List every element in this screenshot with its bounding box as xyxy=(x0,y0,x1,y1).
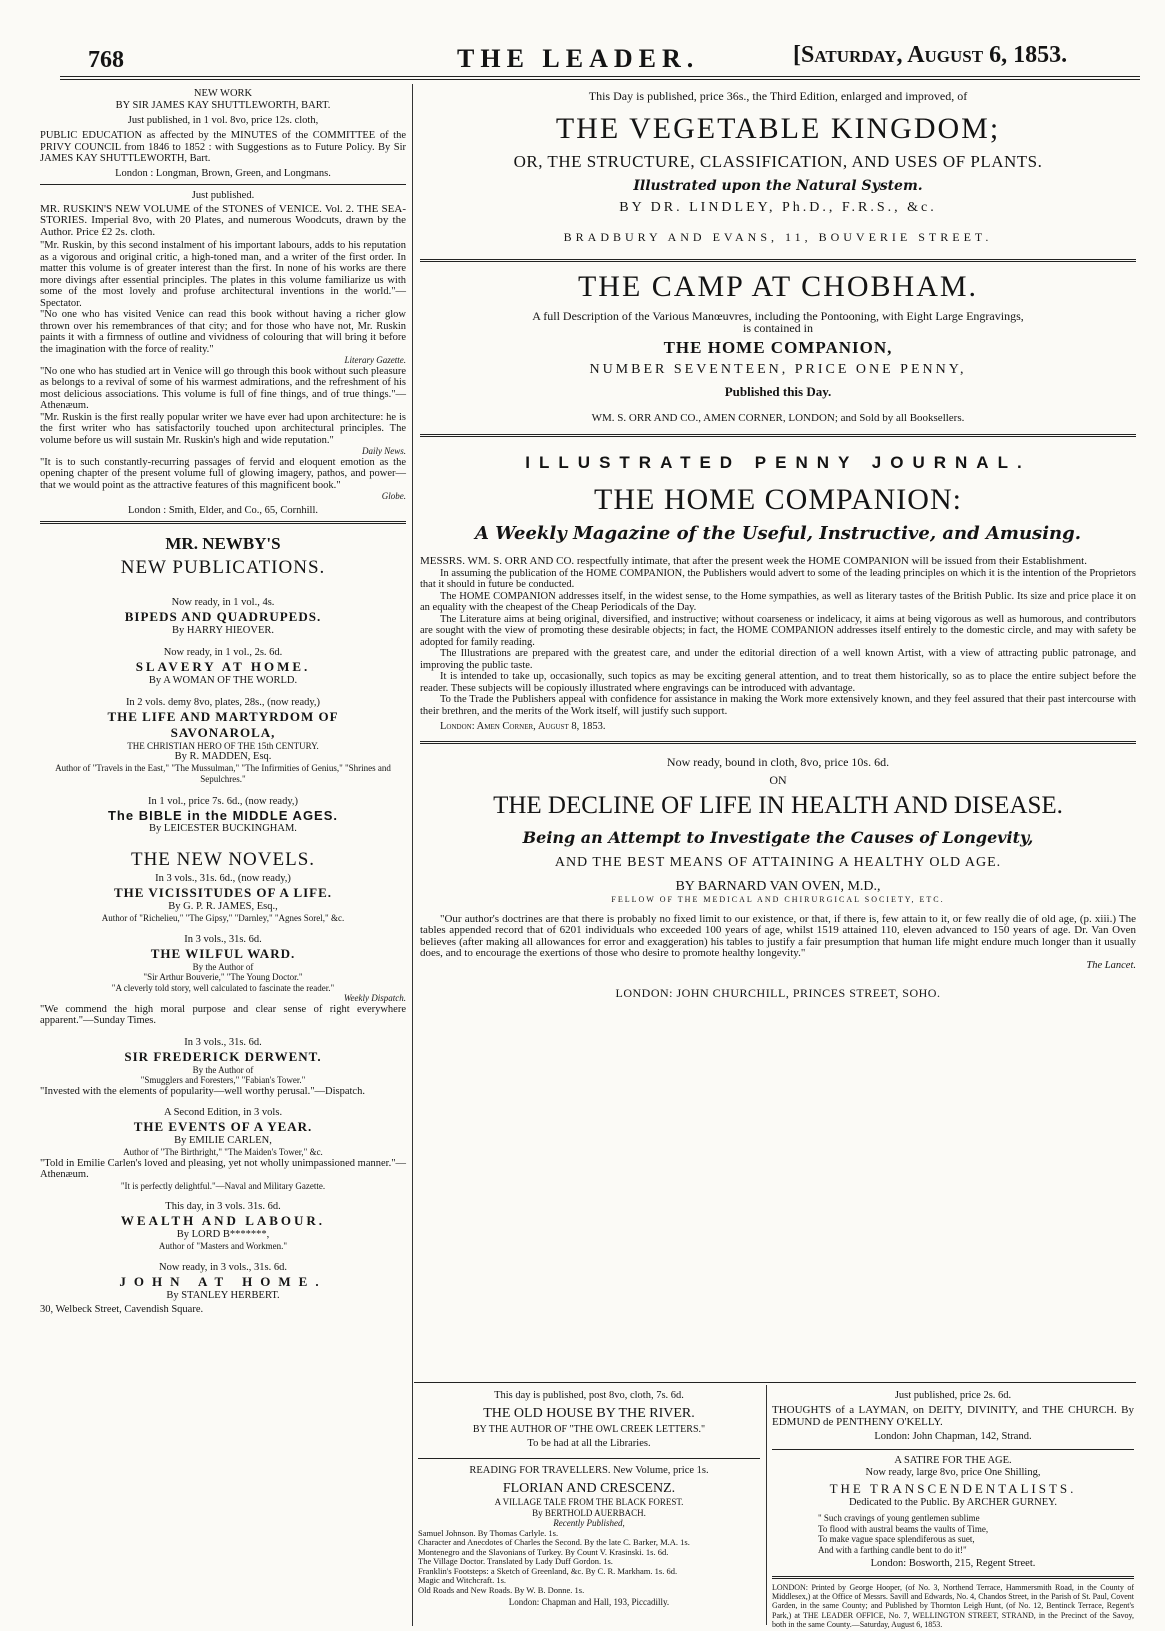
verse xyxy=(772,1513,1134,1555)
book-title: THE TRANSCENDENTALISTS. xyxy=(829,1481,1077,1496)
publish-line: This day is published, post 8vo, cloth, 7s. 6d. xyxy=(494,1390,684,1401)
list-item: Old Roads and New Roads. By W. B. Donne. 1s. xyxy=(418,1584,585,1595)
hc-paragraph: In assuming the publication of the HOME COMPANION, the Publishers would advert to some of the leading principles on which it is the intention of the Proprietors that it should in future be conducted. xyxy=(420,567,1136,590)
bottom-right-subcolumn xyxy=(772,1390,1134,1629)
left-column xyxy=(40,88,406,1316)
divider xyxy=(418,1458,760,1459)
book-title: MR. RUSKIN'S NEW VOLUME of the STONES of VENICE. Vol. 2. THE SEA-STORIES. Imperial 8vo, with 20 Plates, and numerous Woodcuts, drawn by the Author. Price £2 2s. cloth. xyxy=(40,202,406,238)
author-fellowship: FELLOW OF THE MEDICAL AND CHIRURGICAL SOCIETY, ETC. xyxy=(611,895,945,904)
masthead-rule xyxy=(60,76,1140,80)
publisher: LONDON: JOHN CHURCHILL, PRINCES STREET, SOHO. xyxy=(615,985,941,1000)
book-line: In 3 vols., 31s. 6d. xyxy=(184,933,262,945)
book-title: JOHN AT HOME. xyxy=(119,1273,327,1289)
divider xyxy=(772,1449,1134,1450)
book-author: BY BARNARD VAN OVEN, M.D., xyxy=(675,879,881,894)
book-author: By LEICESTER BUCKINGHAM. xyxy=(149,823,297,834)
review-quote: "No one who has visited Venice can read this book without having a richer glow thrown over his remembrances of that city; and for those who have not, Mr. Ruskin paints it with a firmness of outline and vividness of colouring that will bring it before the imagination with the force of reality." xyxy=(40,309,406,355)
series-line: READING FOR TRAVELLERS. New Volume, price 1s. xyxy=(469,1465,709,1476)
divider xyxy=(40,184,406,185)
right-column xyxy=(420,90,1136,1001)
book-note: Author of "Travels in the East," "The Mussulman," "The Infirmities of Genius," "Shrines and Sepulchres." xyxy=(55,763,391,784)
review-quote: "It is to such constantly-recurring passages of fervid and eloquent emotion as the opening chapter of the present volume full of glowing imagery, pathos, and power—that we would point as the attractive features of this magnificent book." xyxy=(40,456,406,491)
publish-line: This Day is published, price 36s., the Third Edition, enlarged and improved, of xyxy=(588,89,968,103)
book-author: By the Author of xyxy=(192,1064,254,1075)
list-item: Magic and Witchcraft. 1s. xyxy=(418,1575,507,1585)
publisher: WM. S. ORR AND CO., AMEN CORNER, LONDON; and Sold by all Booksellers. xyxy=(591,412,965,424)
publisher: London: Bosworth, 215, Regent Street. xyxy=(870,1558,1036,1569)
review-source: Literary Gazette. xyxy=(344,355,406,365)
publish-line: Now ready, bound in cloth, 8vo, price 10s. 6d. xyxy=(666,755,890,769)
publisher: London: John Chapman, 142, Strand. xyxy=(874,1431,1032,1442)
review-source: Weekly Dispatch. xyxy=(343,993,406,1003)
book-line: Now ready, in 1 vol., 4s. xyxy=(171,596,275,608)
hc-subtitle: A Weekly Magazine of the Useful, Instructive, and Amusing. xyxy=(475,523,1081,544)
florian-ad xyxy=(418,1465,760,1608)
divider xyxy=(420,741,1136,744)
book-line: In 2 vols. demy 8vo, plates, 28s., (now ready,) xyxy=(125,696,321,708)
ipj-heading: ILLUSTRATED PENNY JOURNAL. xyxy=(525,453,1031,472)
availability: To be had at all the Libraries. xyxy=(527,1438,651,1449)
divider xyxy=(40,521,406,524)
review-quote: "Our author's doctrines are that there is probably no fixed limit to our existence, or that, if there is, few attain to it, or few really die of old age, (p. xiii.) The tables appended record that of 6201 individuals who exceeded 100 years of age, whilst 1519 attained 110, eleven advanced to 150 years of age. Dr. Van Oven believes (after making all allowances for error and exaggeration) his tables to justify a fair presumption that human life might endure much longer than it usually does, and to encourage the exertions of those who desire to promote healthy longevity." xyxy=(420,912,1136,959)
address: 30, Welbeck Street, Cavendish Square. xyxy=(40,1303,204,1315)
decline-of-life-ad xyxy=(420,756,1136,1001)
hc-signoff: London: Amen Corner, August 8, 1853. xyxy=(440,721,606,732)
book-subtitle: Being an Attempt to Investigate the Causes of Longevity, xyxy=(522,828,1034,847)
review-quote: "No one who has studied art in Venice will go through this book without such pleasure as belongs to a revival of some of his warmest admirations, and the refreshment of his most delicious associations. This volume is full of fine things, and of true things."—Athenæum. xyxy=(40,365,406,411)
book-line: A Second Edition, in 3 vols. xyxy=(163,1107,283,1118)
review-quote: "Told in Emilie Carlen's loved and pleasing, yet not wholly unimpassioned manner."—Athenæum. xyxy=(40,1157,406,1180)
book-line: Now ready, in 3 vols., 31s. 6d. xyxy=(159,1261,287,1273)
review-source: Daily News. xyxy=(362,446,406,456)
dedication: Dedicated to the Public. By ARCHER GURNEY. xyxy=(848,1497,1058,1508)
home-companion-ad xyxy=(420,453,1136,733)
book-title: BIPEDS AND QUADRUPEDS. xyxy=(124,608,322,624)
book-title: The BIBLE in the MIDDLE AGES. xyxy=(107,808,339,823)
hc-paragraph: The HOME COMPANION addresses itself, in the widest sense, to the Home sympathies, as well as literary tastes of the British Public. Its size and price place it on an equality with the cheapest of the Cheap Periodicals of the Day. xyxy=(420,590,1136,613)
book-author: BY DR. LINDLEY, Ph.D., F.R.S., &c. xyxy=(619,200,937,215)
publish-line: Just published, in 1 vol. 8vo, price 12s. cloth, xyxy=(127,115,319,126)
book-title: FLORIAN AND CRESCENZ. xyxy=(502,1481,676,1496)
list-item: Montenegro and the Slavonians of Turkey. By Count V. Krasinski. 1s. 6d. xyxy=(418,1546,669,1557)
book-title: THE VEGETABLE KINGDOM; xyxy=(555,112,1001,145)
author-line: BY SIR JAMES KAY SHUTTLEWORTH, BART. xyxy=(115,100,331,111)
book-note: "Sir Arthur Bouverie," "The Young Doctor." xyxy=(143,972,303,982)
book-title: PUBLIC EDUCATION as affected by the MINUTES of the COMMITTEE of the PRIVY COUNCIL from 1846 to 1852 : with Suggestions as to Future Policy. By Sir JAMES KAY SHUTTLEWORTH, Bart. xyxy=(40,130,406,164)
hc-paragraph: The Illustrations are prepared with the greatest care, and under the editorial direction of a well known Artist, with a view of attracting public patronage, and improving the public taste. xyxy=(420,648,1136,671)
just-published: Just published. xyxy=(191,189,255,201)
camp-desc: A full Description of the Various Manœuvres, including the Pontooning, with Eight Large Engravings, xyxy=(532,309,1024,323)
hc-title: THE HOME COMPANION: xyxy=(594,483,962,516)
hc-paragraph xyxy=(420,556,1136,568)
on-word: ON xyxy=(769,773,787,787)
divider xyxy=(772,1576,1134,1579)
hc-p1: MESSRS. WM. S. ORR AND CO. respectfully intimate, that after the present week the HOME COMPANION will be issued from their Establishment. xyxy=(420,555,1087,567)
newby-subheading: NEW PUBLICATIONS. xyxy=(120,556,326,578)
page-number: 768 xyxy=(88,47,124,73)
heading: NEW WORK xyxy=(193,88,253,99)
camp-chobham-ad xyxy=(420,270,1136,424)
book-author: BY THE AUTHOR OF "THE OWL CREEK LETTERS." xyxy=(472,1424,706,1435)
book-title: THOUGHTS of a LAYMAN, on DEITY, DIVINITY, and THE CHURCH. By EDMUND de PENTHENY O'KELLY. xyxy=(772,1404,1134,1428)
book-title: THE EVENTS OF A YEAR. xyxy=(133,1119,313,1134)
novels-heading: THE NEW NOVELS. xyxy=(130,849,316,870)
publisher: BRADBURY AND EVANS, 11, BOUVERIE STREET. xyxy=(563,230,993,244)
divider xyxy=(420,259,1136,262)
book-author: By EMILIE CARLEN, xyxy=(174,1135,272,1146)
verse-line: To flood with austral beams the vaults of Time, xyxy=(818,1523,989,1534)
hc-paragraph: The Literature aims at being original, diversified, and instructive; without coarseness or indelicacy, it aims at being vigorous as well as humorous, and contributors are sought with the view of promoting these desirable objects; in fact, the HOME COMPANION addresses itself entirely to the domestic circle, and may with safety be adopted for family reading. xyxy=(420,613,1136,648)
transcendentalists-ad xyxy=(772,1455,1134,1570)
masthead-date: [Saturday, August 6, 1853. xyxy=(793,42,1068,68)
bottom-left-subcolumn xyxy=(418,1390,760,1608)
recent-heading: Recently Published, xyxy=(553,1518,625,1528)
camp-title: THE CAMP AT CHOBHAM. xyxy=(577,270,979,303)
shuttleworth-ad xyxy=(40,88,406,180)
camp-desc: is contained in xyxy=(743,321,813,335)
list-item: Samuel Johnson. By Thomas Carlyle. 1s. xyxy=(418,1527,559,1538)
book-subtitle: A VILLAGE TALE FROM THE BLACK FOREST. xyxy=(494,1497,684,1507)
publish-line: Now ready, large 8vo, price One Shilling, xyxy=(865,1467,1041,1478)
book-line: In 1 vol., price 7s. 6d., (now ready,) xyxy=(147,796,299,807)
book-illustrated: Illustrated upon the Natural System. xyxy=(633,178,923,194)
book-author: By BERTHOLD AUERBACH. xyxy=(532,1507,646,1518)
published-line: Published this Day. xyxy=(724,384,832,399)
book-title: THE WILFUL WARD. xyxy=(150,945,296,961)
list-item: Character and Anecdotes of Charles the Second. By the late C. Barker, M.A. 1s. xyxy=(418,1537,690,1547)
divider xyxy=(420,434,1136,437)
book-subtitle: THE CHRISTIAN HERO OF THE 15th CENTURY. xyxy=(127,740,319,751)
book-note: Author of "The Birthright," "The Maiden's Tower," &c. xyxy=(123,1147,323,1157)
ruskin-ad xyxy=(40,190,406,517)
review-quote: "Mr. Ruskin is the first really popular writer we have ever had upon architecture: he is the first writer who has satisfactorily touched upon architectural principles. The volume before us will sustain Mr. Ruskin's high and wide reputation." xyxy=(40,411,406,446)
publish-line: Just published, price 2s. 6d. xyxy=(894,1390,1012,1401)
vegetable-kingdom-ad xyxy=(420,90,1136,245)
newby-ad xyxy=(40,534,406,1316)
review-quote: "A cleverly told story, well calculated to fascinate the reader." xyxy=(111,982,335,993)
recent-list xyxy=(418,1529,760,1596)
book-line: In 3 vols., 31s. 6d. xyxy=(184,1036,262,1048)
book-author: By R. MADDEN, Esq. xyxy=(174,751,272,762)
verse-line: " Such cravings of young gentlemen sublime xyxy=(818,1513,980,1523)
hc-paragraph: To the Trade the Publishers appeal with confidence for assistance in making the Work more extensively known, and they feel assured that their past intercourse with their brethren, and the merits of the Work itself, will justify such support. xyxy=(420,694,1136,717)
book-author: By G. P. R. JAMES, Esq., xyxy=(168,901,278,912)
book-title: THE LIFE AND MARTYRDOM OF xyxy=(107,708,339,724)
book-author: By the Author of xyxy=(192,961,254,972)
number-line: NUMBER SEVENTEEN, PRICE ONE PENNY, xyxy=(589,362,967,377)
column-divider xyxy=(412,84,413,1626)
home-companion-name: THE HOME COMPANION, xyxy=(663,338,893,357)
printer-imprint: LONDON: Printed by George Hooper, (of No. 3, Northend Terrace, Hammersmith Road, in the County of Middlesex,) at the Office of Messrs. Savill and Edwards, No. 4, Chandos Street, in the Parish of St. Paul, Covent Garden, in the same County; and Published by Thornton Leigh Hunt, (of No. 12, Bentinck Terrace, Regent's Park,) at THE LEADER OFFICE, No. 7, WELLINGTON STREET, STRAND, in the Precinct of the Savoy, both in the same County.—Saturday, August 6, 1853. xyxy=(772,1583,1134,1629)
review-quote: "It is perfectly delightful."—Naval and Military Gazette. xyxy=(120,1180,326,1191)
review-source: Globe. xyxy=(381,491,406,501)
book-title: THE DECLINE OF LIFE IN HEALTH AND DISEASE. xyxy=(493,792,1063,819)
book-note: "Smugglers and Foresters," "Fabian's Tower." xyxy=(140,1075,306,1085)
publisher: London : Longman, Brown, Green, and Longmans. xyxy=(115,167,331,179)
book-title: WEALTH AND LABOUR. xyxy=(120,1213,326,1228)
review-quote: "Invested with the elements of popularity—well worthy perusal."—Dispatch. xyxy=(40,1085,365,1097)
masthead-title: THE LEADER. xyxy=(457,44,700,73)
list-item: The Village Doctor. Translated by Lady Duff Gordon. 1s. xyxy=(418,1556,613,1566)
review-quote: "Mr. Ruskin, by this second instalment of his important labours, adds to his reputation as a vigorous and original critic, a high-toned man, and a writer of the first order. In matter this volume is of greater interest than the first. In none of his works are there more divings after essential principles. The plates in this volume familiarize us with some of the most lovely and profuse architectural inventions in the world."—Spectator. xyxy=(40,240,406,309)
book-title: SIR FREDERICK DERWENT. xyxy=(124,1048,322,1064)
book-subtitle-2: AND THE BEST MEANS OF ATTAINING A HEALTHY OLD AGE. xyxy=(554,855,1002,870)
list-item: Franklin's Footsteps: a Sketch of Greenland, &c. By C. R. Markham. 1s. 6d. xyxy=(418,1565,678,1576)
book-author: By A WOMAN OF THE WORLD. xyxy=(148,674,298,686)
book-title: THE VICISSITUDES OF A LIFE. xyxy=(113,885,333,900)
book-author: By LORD B*******, xyxy=(176,1229,270,1240)
verse-line: And with a farthing candle bent to do it!" xyxy=(818,1544,967,1555)
book-title: SAVONAROLA, xyxy=(170,724,276,740)
book-subtitle: OR, THE STRUCTURE, CLASSIFICATION, AND USES OF PLANTS. xyxy=(513,152,1043,171)
book-note: Author of "Richelieu," "The Gipsy," "Darnley," "Agnes Sorel," &c. xyxy=(101,913,345,923)
book-note: Author of "Masters and Workmen." xyxy=(158,1241,288,1251)
newby-heading: MR. NEWBY'S xyxy=(165,533,281,553)
satire-line: A SATIRE FOR THE AGE. xyxy=(894,1455,1012,1466)
bottom-rule xyxy=(414,1382,1136,1383)
verse-line: To make vague space splendiferous as suet, xyxy=(818,1534,975,1544)
bottom-column-divider xyxy=(766,1385,767,1625)
book-line: This day, in 3 vols. 31s. 6d. xyxy=(165,1201,281,1212)
book-title: SLAVERY AT HOME. xyxy=(135,658,311,674)
review-source: The Lancet. xyxy=(1086,959,1136,971)
old-house-ad xyxy=(418,1390,760,1450)
book-line: In 3 vols., 31s. 6d., (now ready,) xyxy=(155,873,291,884)
book-title: THE OLD HOUSE BY THE RIVER. xyxy=(483,1406,695,1421)
review-quote: "We commend the high moral purpose and clear sense of right everywhere apparent."—Sunday Times. xyxy=(40,1003,406,1026)
hc-paragraph: It is intended to take up, occasionally, such topics as may be exciting general attention, and to treat them historically, so as to place the entire subject before the reader. These subjects will be copiously illustrated where engravings can be introduced with advantage. xyxy=(420,671,1136,694)
book-author: By STANLEY HERBERT. xyxy=(166,1289,280,1301)
publisher: London : Smith, Elder, and Co., 65, Cornhill. xyxy=(127,504,319,516)
book-line: Now ready, in 1 vol., 2s. 6d. xyxy=(163,646,283,658)
layman-ad xyxy=(772,1390,1134,1443)
publisher: London: Chapman and Hall, 193, Piccadilly. xyxy=(508,1597,670,1607)
book-author: By HARRY HIEOVER. xyxy=(172,624,274,636)
